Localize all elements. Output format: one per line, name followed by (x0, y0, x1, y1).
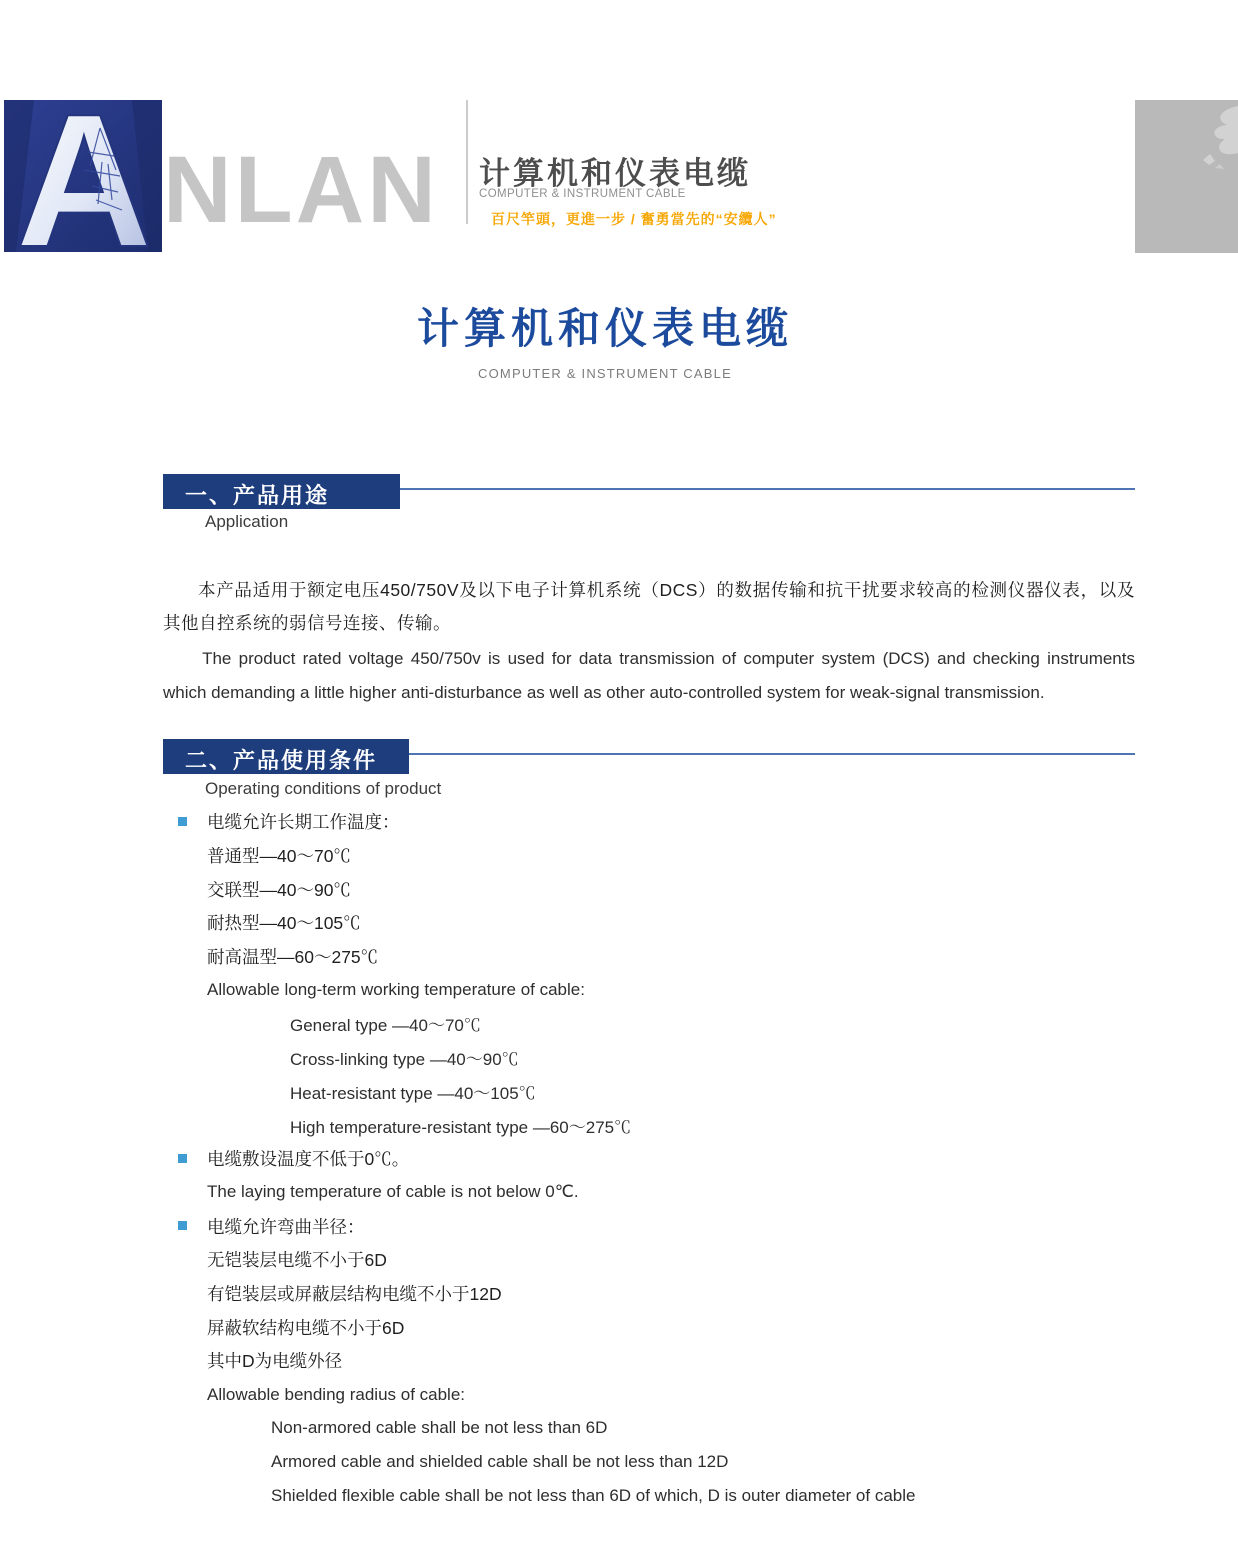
list-item: 电缆允许弯曲半径： (163, 1209, 1135, 1243)
list-item: 耐热型—40～105℃ (207, 913, 361, 934)
conditions-list (163, 805, 1135, 1512)
list-item: 交联型—40～90℃ (207, 879, 351, 900)
section-application-header (163, 474, 1135, 510)
anlan-logo (4, 100, 162, 252)
section-rule (409, 753, 1135, 755)
bullet-square-icon (178, 817, 187, 826)
header-product-title-cn: 计算机和仪表电缆 (479, 156, 751, 191)
application-paragraph-cn: 本产品适用于额定电压450/750V及以下电子计算机系统（DCS）的数据传输和抗干扰要求较高的检测仪器仪表，以及其他自控系统的弱信号连接、传输。 (163, 579, 1135, 633)
page-title: 计算机和仪表电缆 (416, 305, 793, 352)
header-divider (466, 100, 468, 224)
leaf-photo-icon (1135, 100, 1238, 253)
section-heading-conditions: 二、产品使用条件 (163, 739, 409, 774)
application-paragraph-en: The product rated voltage 450/750v is used for data transmission of computer system (DCS) and checking instruments which demanding a little higher anti-disturbance as well as other auto-controlled system for weak-signal transmission. (163, 649, 1135, 702)
section-subheading-application: Application (205, 512, 289, 531)
list-item: 无铠装层电缆不小于6D (207, 1250, 387, 1271)
list-item: 耐高温型—60～275℃ (207, 947, 379, 968)
list-item: High temperature-resistant type —60～275℃ (290, 1117, 632, 1137)
bullet-square-icon (178, 1154, 187, 1163)
list-item: Heat-resistant type —40～105℃ (290, 1083, 536, 1103)
logo-a-icon (4, 100, 162, 252)
title-block (0, 296, 1210, 381)
bullet-square-icon (178, 1221, 187, 1230)
header-slogan: 百尺竿頭，更進一步 / 奮勇當先的“安纜人” (491, 211, 777, 227)
list-item: Cross-linking type —40～90℃ (290, 1050, 519, 1070)
list-item: Shielded flexible cable shall be not less than 6D of which, D is outer diameter of cable (271, 1485, 916, 1505)
section-heading-application: 一、产品用途 (163, 474, 400, 509)
list-item: The laying temperature of cable is not below 0℃. (207, 1182, 579, 1202)
section-rule (400, 488, 1135, 490)
list-item: General type —40～70℃ (290, 1016, 481, 1036)
page-subtitle: COMPUTER & INSTRUMENT CABLE (478, 366, 732, 381)
list-item: Non-armored cable shall be not less than 6D (271, 1418, 608, 1438)
header-product-title-en: COMPUTER & INSTRUMENT CABLE (479, 188, 686, 200)
section-conditions-header (163, 739, 1135, 775)
corner-photo (1135, 100, 1238, 253)
list-item: 屏蔽软结构电缆不小于6D (207, 1317, 405, 1338)
list-item: 电缆敷设温度不低于0℃。 (163, 1142, 1135, 1176)
list-item: Allowable long-term working temperature of cable: (207, 980, 585, 1000)
list-item: Armored cable and shielded cable shall be not less than 12D (271, 1451, 729, 1471)
list-item: 其中D为电缆外径 (207, 1351, 343, 1372)
list-item: 有铠装层或屏蔽层结构电缆不小于12D (207, 1283, 502, 1304)
svg-text:A: A (15, 100, 153, 252)
section-subheading-conditions: Operating conditions of product (205, 779, 442, 798)
list-item: 普通型—40～70℃ (207, 846, 351, 867)
logo-wordmark: NLAN (163, 137, 439, 243)
list-item: 电缆允许长期工作温度： (163, 805, 1135, 839)
list-item: Allowable bending radius of cable: (207, 1384, 466, 1404)
